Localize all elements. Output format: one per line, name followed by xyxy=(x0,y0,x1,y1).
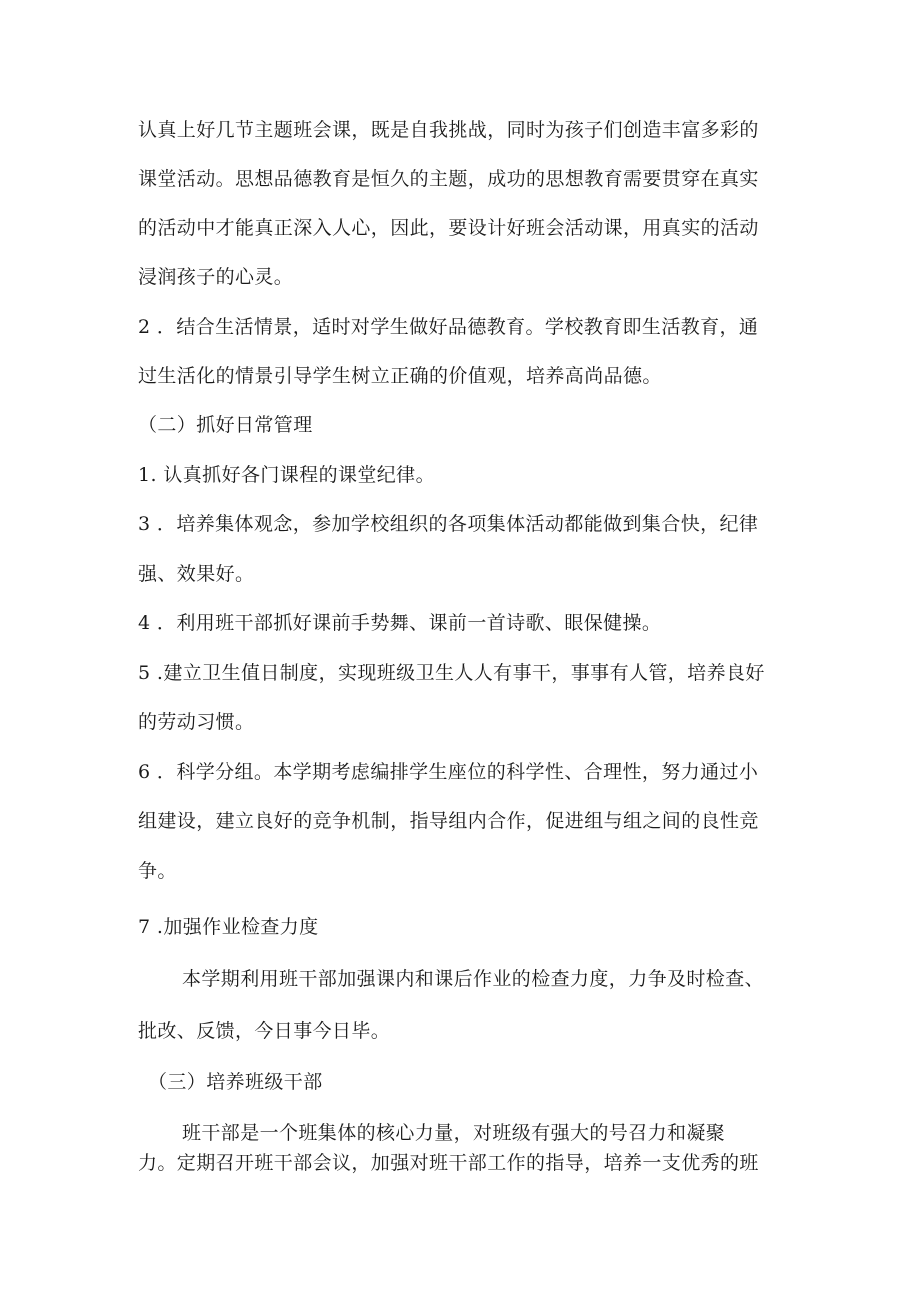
list-item-2: 2 ．结合生活情景，适时对学生做好品德教育。学校教育即生活教育，通 xyxy=(138,316,759,338)
list-item-4: 4 ．利用班干部抓好课前手势舞、课前一首诗歌、眼保健操。 xyxy=(138,612,662,634)
paragraph-line: 课堂活动。思想品德教育是恒久的主题，成功的思想教育需要贯穿在真实 xyxy=(138,168,759,190)
paragraph-line: 过生活化的情景引导学生树立正确的价值观，培养高尚品德。 xyxy=(138,365,662,387)
paragraph-line: 力。定期召开班干部会议，加强对班干部工作的指导，培养一支优秀的班 xyxy=(138,1152,759,1174)
paragraph-line: 浸润孩子的心灵。 xyxy=(138,266,294,288)
list-item-1: 1. 认真抓好各门课程的课堂纪律。 xyxy=(138,464,435,486)
paragraph-line: 认真上好几节主题班会课，既是自我挑战，同时为孩子们创造丰富多彩的 xyxy=(138,119,759,141)
list-item-5: 5 .建立卫生值日制度，实现班级卫生人人有事干，事事有人管，培养良好 xyxy=(138,662,765,684)
list-item-7: 7 .加强作业检查力度 xyxy=(138,916,319,938)
section-heading-3: （三）培养班级干部 xyxy=(148,1071,323,1093)
paragraph-line: 本学期利用班干部加强课内和课后作业的检查力度，力争及时检查、 xyxy=(182,968,765,990)
paragraph-line: 的活动中才能真正深入人心，因此，要设计好班会活动课，用真实的活动 xyxy=(138,217,759,239)
paragraph-line: 的劳动习惯。 xyxy=(138,711,255,733)
section-heading-2: （二）抓好日常管理 xyxy=(138,414,313,436)
paragraph-line: 争。 xyxy=(138,860,177,882)
paragraph-line: 组建设，建立良好的竞争机制，指导组内合作，促进组与组之间的良性竞 xyxy=(138,810,759,832)
paragraph-line: 班干部是一个班集体的核心力量，对班级有强大的号召力和凝聚 xyxy=(182,1122,726,1144)
paragraph-line: 强、效果好。 xyxy=(138,563,255,585)
list-item-6: 6 ．科学分组。本学期考虑编排学生座位的科学性、合理性，努力通过小 xyxy=(138,761,759,783)
paragraph-line: 批改、反馈，今日事今日毕。 xyxy=(138,1020,391,1042)
list-item-3: 3 ．培养集体观念，参加学校组织的各项集体活动都能做到集合快，纪律 xyxy=(138,513,759,535)
